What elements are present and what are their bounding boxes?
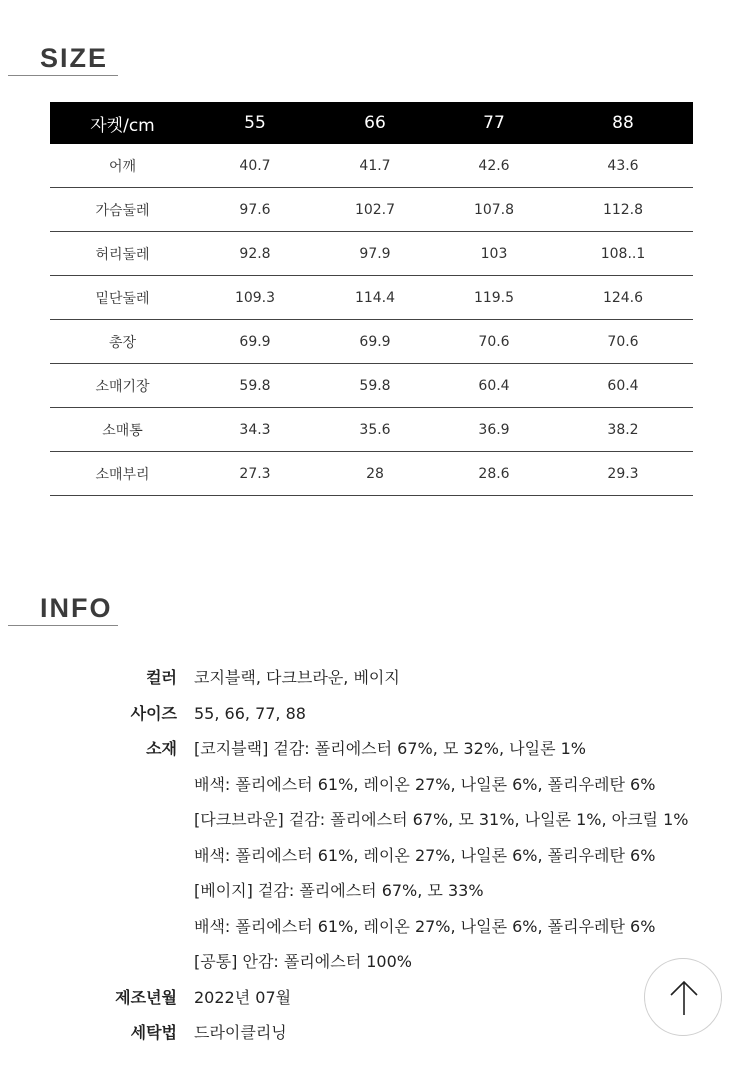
info-key: 제조년월 bbox=[115, 987, 177, 1007]
info-key: 세탁법 bbox=[130, 1023, 177, 1042]
size-value-cell: 60.4 bbox=[435, 364, 553, 408]
size-row-label: 밑단둘레 bbox=[50, 276, 195, 320]
size-row-label: 소매기장 bbox=[50, 364, 195, 408]
size-value-cell: 69.9 bbox=[315, 320, 435, 364]
size-value-cell: 114.4 bbox=[315, 276, 435, 320]
info-value-line: 2022년 07월 bbox=[194, 987, 292, 1007]
info-key: 소재 bbox=[146, 739, 177, 758]
size-value-cell: 59.8 bbox=[315, 364, 435, 408]
size-row-label: 소매부리 bbox=[50, 452, 195, 496]
info-value-line: 드라이클리닝 bbox=[194, 1023, 287, 1042]
size-table-header-cell: 55 bbox=[195, 102, 315, 144]
size-value-cell: 28.6 bbox=[435, 452, 553, 496]
info-section-divider bbox=[8, 625, 118, 626]
scroll-to-top-button[interactable] bbox=[644, 958, 722, 1036]
size-value-cell: 112.8 bbox=[553, 188, 693, 232]
size-table bbox=[50, 102, 693, 496]
info-value-line: 코지블랙, 다크브라운, 베이지 bbox=[194, 668, 400, 687]
size-table-row bbox=[50, 408, 693, 452]
size-value-cell: 28 bbox=[315, 452, 435, 496]
size-value-cell: 97.6 bbox=[195, 188, 315, 232]
size-value-cell: 38.2 bbox=[553, 408, 693, 452]
size-value-cell: 103 bbox=[435, 232, 553, 276]
size-value-cell: 124.6 bbox=[553, 276, 693, 320]
size-row-label: 가슴둘레 bbox=[50, 188, 195, 232]
size-table-header-row bbox=[50, 102, 693, 144]
size-value-cell: 70.6 bbox=[435, 320, 553, 364]
info-value-line: [다크브라운] 겉감: 폴리에스터 67%, 모 31%, 나일론 1%, 아크릴 1% bbox=[194, 810, 689, 829]
size-row-label: 소매통 bbox=[50, 408, 195, 452]
info-value bbox=[194, 1015, 287, 1051]
size-value-cell: 107.8 bbox=[435, 188, 553, 232]
size-value-cell: 42.6 bbox=[435, 144, 553, 188]
size-value-cell: 35.6 bbox=[315, 408, 435, 452]
size-value-cell: 119.5 bbox=[435, 276, 553, 320]
size-value-cell: 97.9 bbox=[315, 232, 435, 276]
size-table-row bbox=[50, 452, 693, 496]
size-table-header-cell: 88 bbox=[553, 102, 693, 144]
size-value-cell: 59.8 bbox=[195, 364, 315, 408]
size-value-cell: 60.4 bbox=[553, 364, 693, 408]
info-value bbox=[194, 660, 400, 696]
info-value-line: 55, 66, 77, 88 bbox=[194, 703, 306, 723]
info-value bbox=[194, 731, 688, 980]
info-row bbox=[0, 696, 750, 732]
size-value-cell: 92.8 bbox=[195, 232, 315, 276]
info-value bbox=[194, 980, 291, 1016]
info-key: 사이즈 bbox=[130, 703, 177, 723]
info-row bbox=[0, 660, 750, 696]
size-table-row bbox=[50, 232, 693, 276]
size-row-label: 어깨 bbox=[50, 144, 195, 188]
size-value-cell: 108..1 bbox=[553, 232, 693, 276]
size-value-cell: 109.3 bbox=[195, 276, 315, 320]
size-table-row bbox=[50, 144, 693, 188]
size-value-cell: 43.6 bbox=[553, 144, 693, 188]
size-row-label: 허리둘레 bbox=[50, 232, 195, 276]
size-table-row bbox=[50, 364, 693, 408]
size-table-header-cell: 66 bbox=[315, 102, 435, 144]
info-value-line: [공통] 안감: 폴리에스터 100% bbox=[194, 952, 412, 971]
info-row bbox=[0, 1015, 750, 1051]
info-row bbox=[0, 731, 750, 980]
info-section-title: INFO bbox=[40, 593, 113, 623]
info-value bbox=[194, 696, 306, 732]
size-row-label: 총장 bbox=[50, 320, 195, 364]
info-value-line: [코지블랙] 겉감: 폴리에스터 67%, 모 32%, 나일론 1% bbox=[194, 739, 586, 758]
size-value-cell: 27.3 bbox=[195, 452, 315, 496]
size-value-cell: 29.3 bbox=[553, 452, 693, 496]
size-value-cell: 69.9 bbox=[195, 320, 315, 364]
size-value-cell: 36.9 bbox=[435, 408, 553, 452]
info-value-line: 배색: 폴리에스터 61%, 레이온 27%, 나일론 6%, 폴리우레탄 6% bbox=[194, 916, 656, 936]
size-value-cell: 40.7 bbox=[195, 144, 315, 188]
size-section-divider bbox=[8, 75, 118, 76]
size-section-header bbox=[8, 43, 118, 76]
size-table-row bbox=[50, 320, 693, 364]
size-section-title: SIZE bbox=[40, 43, 109, 73]
size-value-cell: 102.7 bbox=[315, 188, 435, 232]
size-value-cell: 34.3 bbox=[195, 408, 315, 452]
size-value-cell: 41.7 bbox=[315, 144, 435, 188]
size-table-body bbox=[50, 144, 693, 496]
info-row bbox=[0, 980, 750, 1016]
info-key: 컬러 bbox=[146, 668, 177, 687]
size-value-cell: 70.6 bbox=[553, 320, 693, 364]
size-table-row bbox=[50, 188, 693, 232]
size-table-header-cell: 77 bbox=[435, 102, 553, 144]
size-table-header-cell: 자켓/cm bbox=[50, 102, 195, 144]
info-section-header bbox=[8, 593, 118, 626]
size-table-row bbox=[50, 276, 693, 320]
info-value-line: [베이지] 겉감: 폴리에스터 67%, 모 33% bbox=[194, 881, 484, 900]
info-value-line: 배색: 폴리에스터 61%, 레이온 27%, 나일론 6%, 폴리우레탄 6% bbox=[194, 774, 656, 794]
info-list bbox=[0, 660, 750, 1051]
arrow-up-icon bbox=[645, 959, 723, 1037]
info-value-line: 배색: 폴리에스터 61%, 레이온 27%, 나일론 6%, 폴리우레탄 6% bbox=[194, 845, 656, 865]
